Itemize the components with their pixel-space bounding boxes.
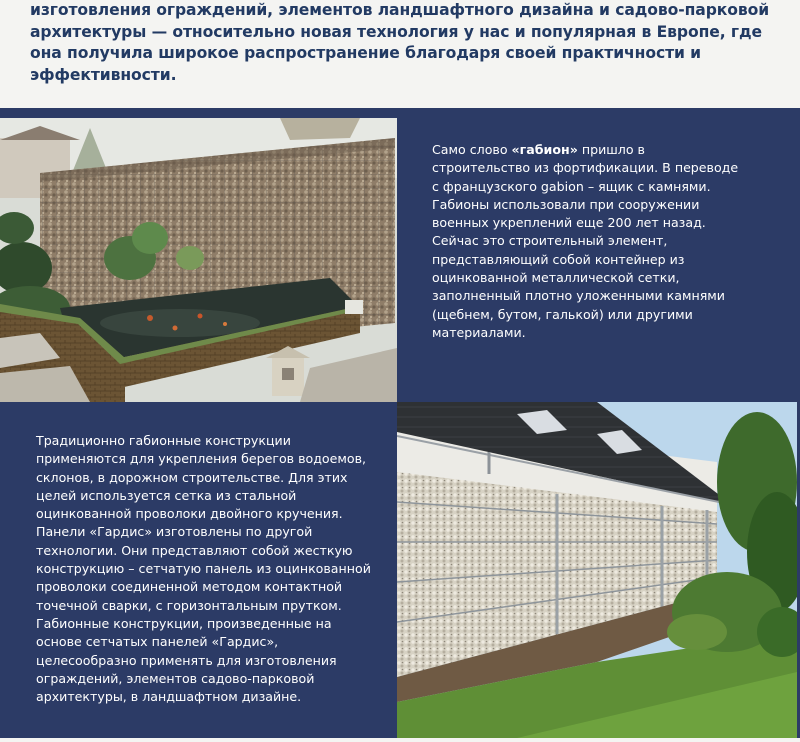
text-line: архитектуры, в ландшафтном дизайне. (36, 689, 302, 705)
text-line: Габионные конструкции, произведенные на (36, 615, 332, 631)
gabion-term: «габион» (511, 142, 578, 157)
intro-line: она получила широкое распространение благодаря своей практичности и (30, 44, 702, 63)
text-line: Габионы использовали при сооружении (432, 196, 700, 212)
gabion-definition-text (432, 141, 738, 342)
text-line: конструкцию – сетчатую панель из оцинкованной (36, 561, 371, 577)
gardis-panels-text (36, 432, 371, 706)
text-line: заполненный плотно уложенными камнями (432, 288, 725, 304)
text-line: строительство из фортификации. В переводе (432, 160, 739, 176)
text-line: оцинкованной металлической сетки, (432, 270, 680, 286)
text-line: представляющий собой контейнер из (432, 251, 685, 267)
intro-line: эффективности. (30, 65, 177, 84)
gabion-fence-photo (397, 402, 797, 738)
text-line (432, 141, 738, 159)
text-line: ограждений, элементов садово-парковой (36, 670, 315, 686)
text-line: целей используется сетка из стальной (36, 487, 297, 503)
text-line: Традиционно габионные конструкции (36, 433, 291, 448)
text-line: основе сетчатых панелей «Гардис», (36, 634, 279, 650)
text-line: оцинкованной проволоки двойного кручения. (36, 506, 343, 522)
text-line: склонов, в дорожном строительстве. Для этих (36, 469, 348, 485)
intro-paragraph (30, 0, 790, 100)
text-line: Панели «Гардис» изготовлены по другой (36, 524, 313, 540)
text-line: применяются для укрепления берегов водоемов, (36, 451, 367, 467)
intro-line: изготовления ограждений, элементов ландшафтного дизайна и садово-парковой (30, 1, 770, 19)
text-line: материалами. (432, 324, 526, 340)
intro-line: архитектуры — относительно новая технология у нас и популярная в Европе, где (30, 22, 762, 41)
text-fragment: Само слово (432, 142, 512, 157)
text-line: точечной сварки, с горизонтальным прутком. (36, 597, 342, 613)
text-line: (щебнем, бутом, галькой) или другими (432, 306, 693, 322)
text-line: целесообразно применять для изготовления (36, 652, 337, 668)
text-line: с французского gabion – ящик с камнями. (432, 178, 711, 194)
garden-pond-photo (0, 118, 397, 402)
text-fragment: пришло в (577, 142, 645, 157)
text-line: Сейчас это строительный элемент, (432, 233, 668, 249)
text-line: военных укреплений еще 200 лет назад. (432, 215, 706, 231)
text-line: технологии. Они представляют собой жесткую (36, 542, 353, 558)
text-line: проволоки соединенной методом контактной (36, 579, 343, 595)
